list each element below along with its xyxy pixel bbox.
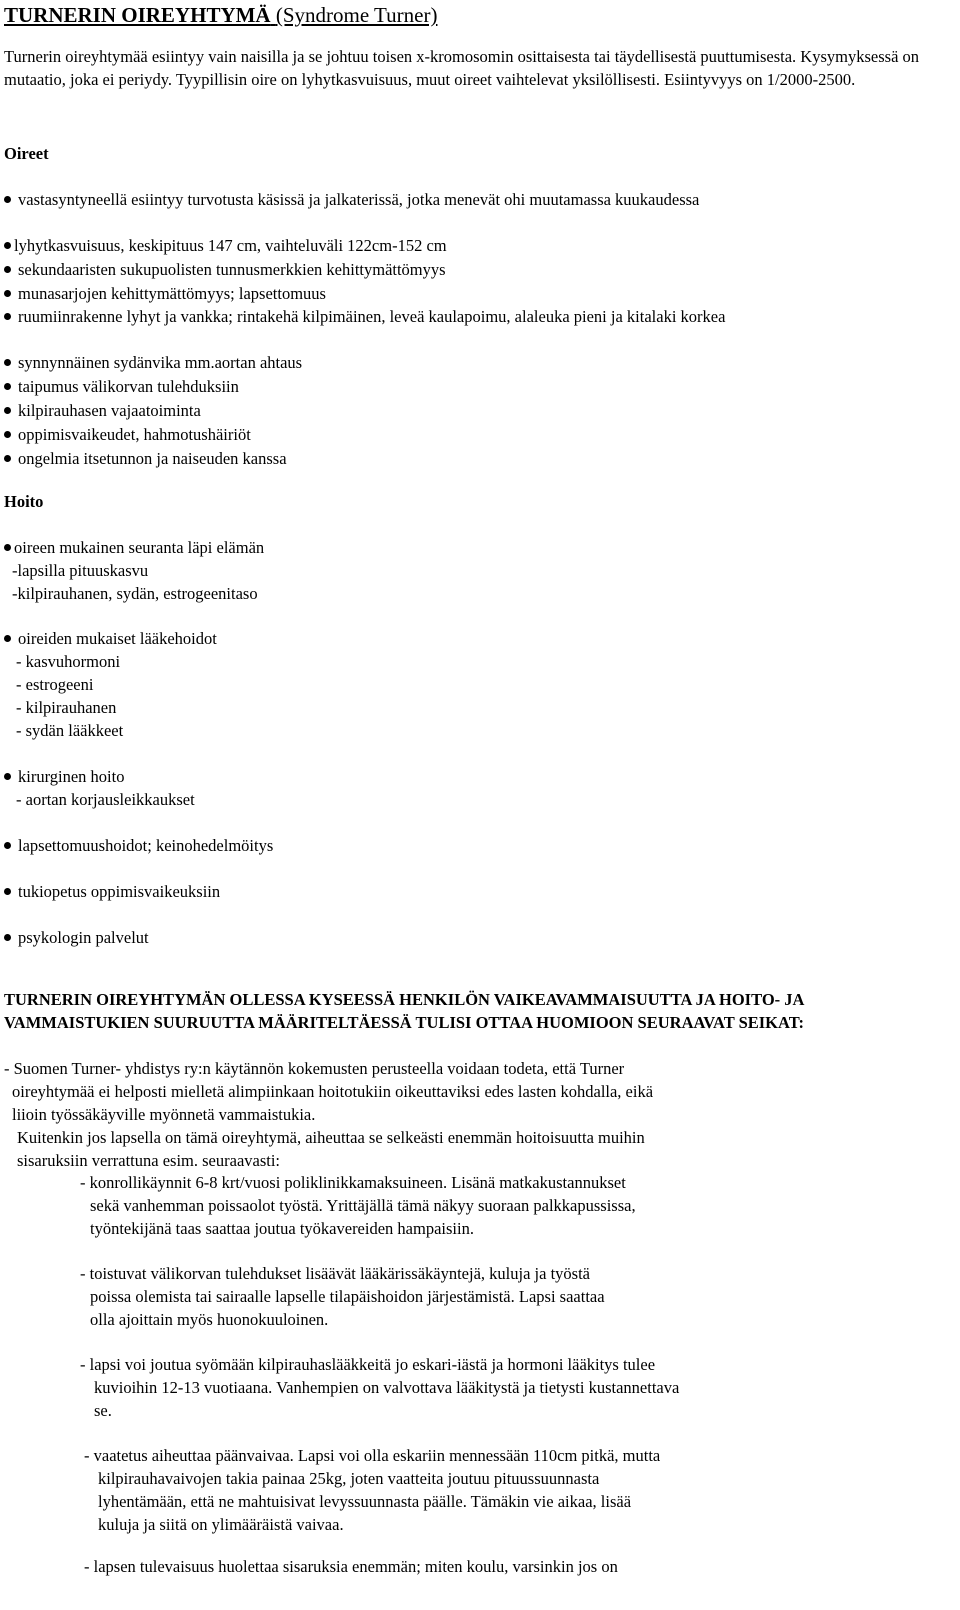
treatment-heading: Hoito [4, 492, 44, 511]
symptom-item: synnynnäinen sydänvika mm.aortan ahtaus [4, 351, 904, 374]
body-line: sisaruksiin verrattuna esim. seuraavasti: [17, 1151, 281, 1170]
symptom-item: munasarjojen kehittymättömyys; lapsettomuus [4, 282, 904, 305]
body-line: - lapsi voi joutua syömään kilpirauhaslääkkeitä jo eskari-iästä ja hormoni lääkitys tulee [80, 1355, 656, 1374]
bullet-icon [4, 313, 11, 320]
bullet-icon [4, 383, 11, 390]
bullet-icon [4, 242, 11, 249]
treatment-subitem: - sydän lääkkeet [16, 721, 124, 740]
body-line: työntekijänä taas saattaa joutua työkavereiden hampaisiin. [90, 1219, 474, 1238]
intro-paragraph: Turnerin oireyhtymää esiintyy vain naisilla ja se johtuu toisen x-kromosomin osittaisesta tai täydellisestä puuttumisesta. Kysymyksessä on mutaatio, joka ei periydy. Tyypillisin oire on lyhytkasvuisuus, muut oireet vaihtelevat yksilöllisesti. Esiintyvyys on 1/2000-2500. [4, 47, 920, 89]
body-line: liioin työssäkäyville myönnetä vammaistukia. [12, 1105, 316, 1124]
treatment-item: oireen mukainen seuranta läpi elämän [4, 536, 904, 559]
bullet-icon [4, 544, 11, 551]
bullet-icon [4, 934, 11, 941]
treatment-subitem: - kasvuhormoni [16, 652, 121, 671]
bullet-icon [4, 888, 11, 895]
symptom-item: ruumiinrakenne lyhyt ja vankka; rintakehä kilpimäinen, leveä kaulapoimu, alaleuka pieni ja kitalaki korkea [4, 305, 904, 328]
bullet-icon [4, 431, 11, 438]
body-line: - Suomen Turner- yhdistys ry:n käytännön kokemusten perusteella voidaan todeta, että Turner [4, 1059, 625, 1078]
bullet-icon [4, 842, 11, 849]
symptom-item: lyhytkasvuisuus, keskipituus 147 cm, vaihteluväli 122cm-152 cm [4, 234, 904, 257]
treatment-subitem: -kilpirauhanen, sydän, estrogeenitaso [12, 584, 258, 603]
treatment-item: kirurginen hoito [4, 765, 904, 788]
bullet-icon [4, 196, 11, 203]
body-line: kuvioihin 12-13 vuotiaana. Vanhempien on valvottava lääkitystä ja tietysti kustannettava [94, 1378, 680, 1397]
symptom-item: sekundaaristen sukupuolisten tunnusmerkkien kehittymättömyys [4, 258, 904, 281]
body-line: olla ajoittain myös huonokuuloinen. [90, 1310, 329, 1329]
treatment-subitem: - aortan korjausleikkaukset [16, 790, 195, 809]
body-line: se. [94, 1401, 112, 1420]
treatment-subitem: - kilpirauhanen [16, 698, 117, 717]
body-line: kilpirauhavaivojen takia painaa 25kg, joten vaatteita joutuu pituussuunnasta [98, 1469, 600, 1488]
body-line: Kuitenkin jos lapsella on tämä oireyhtymä, aiheuttaa se selkeästi enemmän hoitoisuutta muihin [17, 1128, 645, 1147]
body-line: - konrollikäynnit 6-8 krt/vuosi poliklinikkamaksuineen. Lisänä matkakustannukset [80, 1173, 626, 1192]
symptom-item: ongelmia itsetunnon ja naiseuden kanssa [4, 447, 904, 470]
treatment-subitem: -lapsilla pituuskasvu [12, 561, 149, 580]
body-line: sekä vanhemman poissaolot työstä. Yrittäjällä tämä näkyy suoraan palkkapussissa, [90, 1196, 636, 1215]
treatment-subitem: - estrogeeni [16, 675, 94, 694]
symptoms-heading: Oireet [4, 144, 49, 163]
symptom-item: oppimisvaikeudet, hahmotushäiriöt [4, 423, 904, 446]
treatment-item: psykologin palvelut [4, 926, 904, 949]
bullet-icon [4, 290, 11, 297]
symptom-item: vastasyntyneellä esiintyy turvotusta käsissä ja jalkaterissä, jotka menevät ohi muutamassa kuukaudessa [4, 188, 904, 211]
body-line: - lapsen tulevaisuus huolettaa sisaruksia enemmän; miten koulu, varsinkin jos on [84, 1557, 618, 1576]
body-line: kuluja ja siitä on ylimääräistä vaivaa. [98, 1515, 344, 1534]
symptom-item: kilpirauhasen vajaatoiminta [4, 399, 904, 422]
treatment-item: oireiden mukaiset lääkehoidot [4, 627, 904, 650]
body-line: lyhentämään, että ne mahtuisivat levyssuunnasta päälle. Tämäkin vie aikaa, lisää [98, 1492, 632, 1511]
bullet-icon [4, 359, 11, 366]
bullet-icon [4, 773, 11, 780]
bullet-icon [4, 407, 11, 414]
body-line: poissa olemista tai sairaalle lapselle tilapäishoidon järjestämistä. Lapsi saattaa [90, 1287, 605, 1306]
page-title: TURNERIN OIREYHTYMÄ (Syndrome Turner) [4, 3, 438, 27]
symptom-item: taipumus välikorvan tulehduksiin [4, 375, 904, 398]
treatment-item: lapsettomuushoidot; keinohedelmöitys [4, 834, 904, 857]
body-line: - vaatetus aiheuttaa päänvaivaa. Lapsi voi olla eskariin mennessään 110cm pitkä, mutta [84, 1446, 661, 1465]
body-line: - toistuvat välikorvan tulehdukset lisäävät lääkärissäkäyntejä, kuluja ja työstä [80, 1264, 590, 1283]
body-line: oireyhtymää ei helposti mielletä alimpiinkaan hoitotukiin oikeuttaviksi edes lasten kohdalla, eikä [12, 1082, 654, 1101]
bullet-icon [4, 266, 11, 273]
treatment-item: tukiopetus oppimisvaikeuksiin [4, 880, 904, 903]
notice-heading: TURNERIN OIREYHTYMÄN OLLESSA KYSEESSÄ HENKILÖN VAIKEAVAMMAISUUTTA JA HOITO- JA VAMMAISTUKIEN SUURUUTTA MÄÄRITELTÄESSÄ TULISI OTTAA HUOMIOON SEURAAVAT SEIKAT: [4, 990, 804, 1032]
bullet-icon [4, 455, 11, 462]
bullet-icon [4, 635, 11, 642]
